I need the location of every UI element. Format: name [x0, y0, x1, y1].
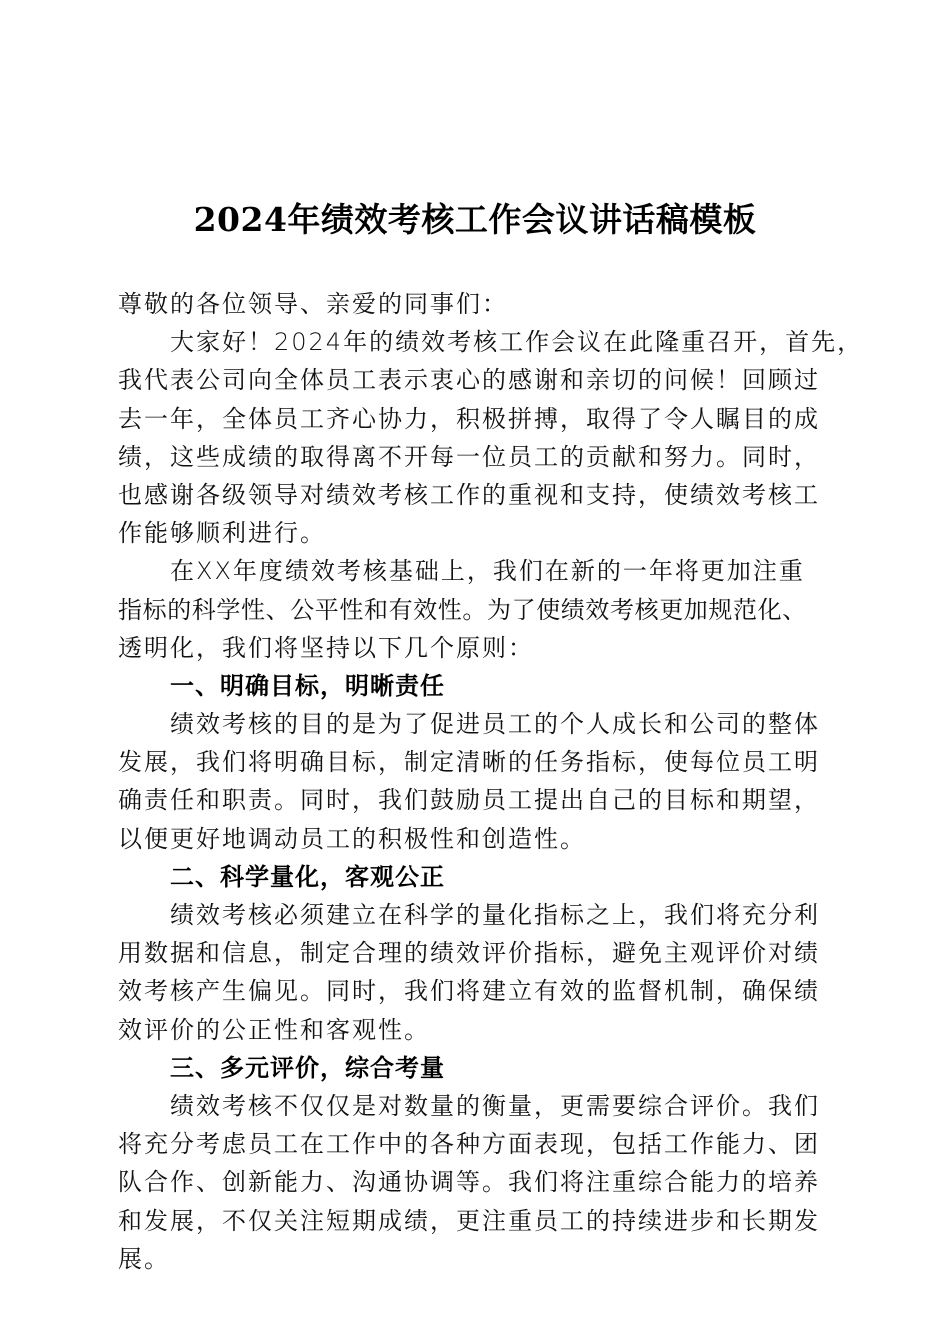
document-body	[118, 285, 864, 1278]
paragraph-line: 确责任和职责。同时，我们鼓励员工提出自己的目标和期望，	[118, 786, 820, 815]
paragraph-line: 作能够顺利进行。	[118, 519, 326, 548]
paragraph-line: 在XX年度绩效考核基础上，我们在新的一年将更加注重	[170, 557, 805, 586]
paragraph-line: 大家好！2024年的绩效考核工作会议在此隆重召开，首先，	[170, 328, 864, 357]
paragraph-line: 绩效考核的目的是为了促进员工的个人成长和公司的整体	[170, 710, 820, 739]
paragraph-line: 队合作、创新能力、沟通协调等。我们将注重综合能力的培养	[118, 1168, 820, 1197]
paragraph-line: 指标的科学性、公平性和有效性。为了使绩效考核更加规范化、	[118, 595, 807, 624]
paragraph-line: 去一年，全体员工齐心协力，积极拼搏，取得了令人瞩目的成	[118, 404, 820, 433]
paragraph-line: 效评价的公正性和客观性。	[118, 1015, 430, 1044]
paragraph-line: 我代表公司向全体员工表示衷心的感谢和亲切的问候！回顾过	[118, 366, 820, 395]
paragraph-line: 用数据和信息，制定合理的绩效评价指标，避免主观评价对绩	[118, 939, 820, 968]
section-heading: 一、明确目标，明晰责任	[170, 671, 445, 700]
paragraph-line: 透明化，我们将坚持以下几个原则：	[118, 633, 534, 662]
paragraph-line: 展。	[118, 1244, 170, 1273]
section-heading: 三、多元评价，综合考量	[170, 1053, 445, 1082]
section-heading: 二、科学量化，客观公正	[170, 862, 445, 891]
paragraph-line: 将充分考虑员工在工作中的各种方面表现，包括工作能力、团	[118, 1130, 820, 1159]
paragraph-line: 绩，这些成绩的取得离不开每一位员工的贡献和努力。同时，	[118, 442, 820, 471]
salutation-line: 尊敬的各位领导、亲爱的同事们：	[118, 290, 508, 318]
paragraph-line: 发展，我们将明确目标，制定清晰的任务指标，使每位员工明	[118, 748, 820, 777]
paragraph-line: 效考核产生偏见。同时，我们将建立有效的监督机制，确保绩	[118, 977, 820, 1006]
paragraph-line: 绩效考核必须建立在科学的量化指标之上，我们将充分利	[170, 901, 820, 929]
paragraph-line: 和发展，不仅关注短期成绩，更注重员工的持续进步和长期发	[118, 1206, 820, 1235]
paragraph-line: 以便更好地调动员工的积极性和创造性。	[118, 824, 586, 853]
paragraph-line: 也感谢各级领导对绩效考核工作的重视和支持，使绩效考核工	[118, 480, 820, 509]
document-title: 2024年绩效考核工作会议讲话稿模板	[193, 200, 757, 239]
paragraph-line: 绩效考核不仅仅是对数量的衡量，更需要综合评价。我们	[170, 1091, 820, 1120]
